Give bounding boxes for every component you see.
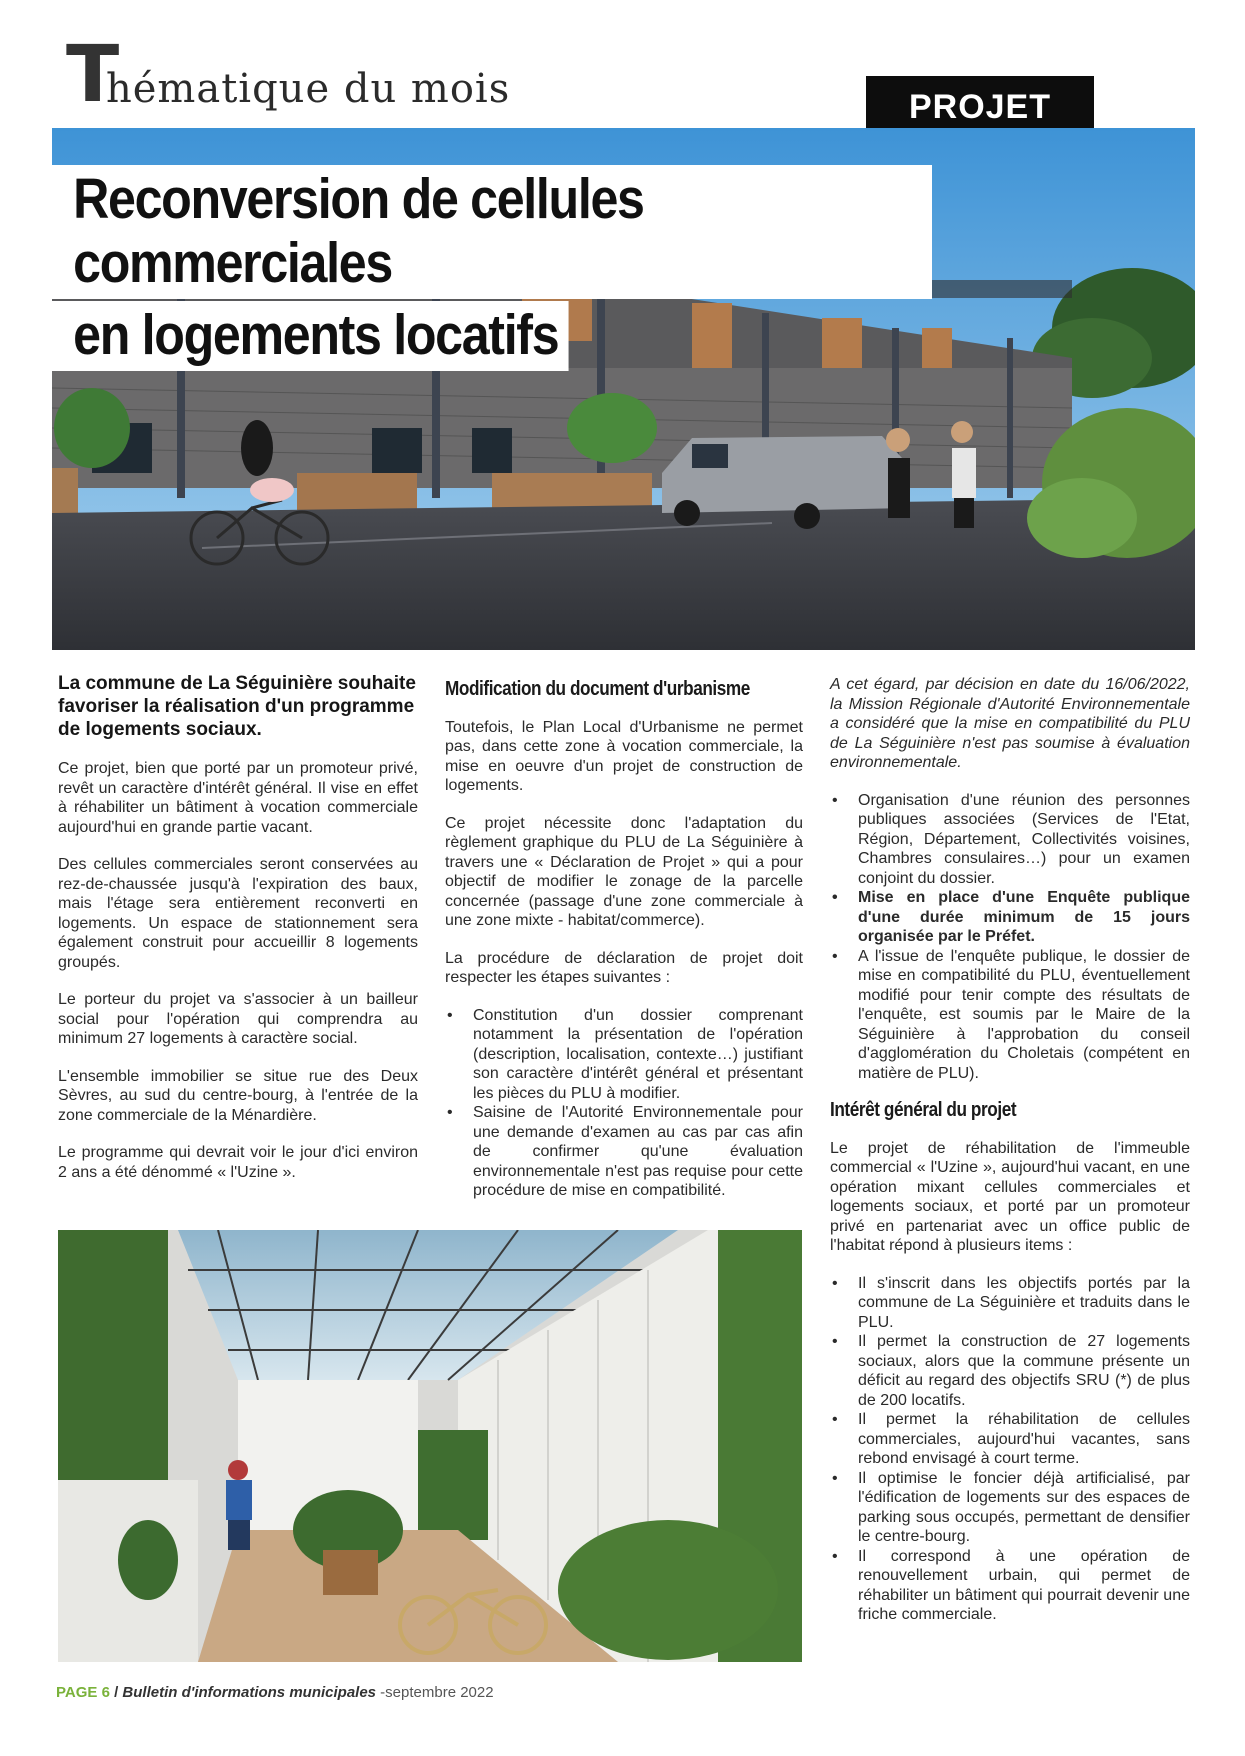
article-title-line-1: Reconversion de cellules commerciales	[52, 165, 932, 299]
paragraph: Le projet de réhabilitation de l'immeuble commercial « l'Uzine », aujourd'hui vacant, en une opération mixant cellules commerciales et logements sociaux, et porté par un promoteur privé en partenariat avec un office public de l'habitat répond à plusieurs items :	[830, 1139, 1190, 1254]
list-item: • Mise en place d'une Enquête publique d'une durée minimum de 15 jours organisée par le Préfet.	[830, 888, 1190, 947]
paragraph: Toutefois, le Plan Local d'Urbanisme ne permet pas, dans cette zone à vocation commerciale, la mise en oeuvre d'un projet de construction de logements.	[445, 718, 803, 794]
publication-date: -septembre 2022	[376, 1684, 494, 1701]
steps-list-continued	[830, 791, 1190, 1084]
list-item: • Constitution d'un dossier comprenant notamment la présentation de l'opération (description, localisation, contexte…) justifiant son caractère d'intérêt général et présentant les pièces du PLU à modifier.	[445, 1006, 803, 1104]
projet-badge: PROJET	[866, 76, 1094, 138]
paragraph: Des cellules commerciales seront conservées au rez-de-chaussée jusqu'à l'expiration des baux, mais l'étage sera entièrement reconverti en logements. Un espace de stationnement sera également construit pour accueillir 8 logements groupés.	[58, 856, 418, 971]
paragraph: L'ensemble immobilier se situe rue des Deux Sèvres, au sud du centre-bourg, à l'entrée de la zone commerciale de la Ménardière.	[58, 1067, 418, 1124]
column-3	[830, 675, 1190, 1643]
interior-image	[58, 1230, 802, 1662]
paragraph: La procédure de déclaration de projet doit respecter les étapes suivantes :	[445, 949, 803, 986]
page-footer	[56, 1684, 494, 1701]
paragraph: Ce projet, bien que porté par un promoteur privé, revêt un caractère d'intérêt général. Il vise en effet à réhabiliter un bâtiment à vocation commerciale aujourd'hui en grande partie vacant.	[58, 760, 418, 836]
column-1	[58, 672, 418, 1200]
page-number: PAGE 6	[56, 1684, 110, 1701]
list-item: • A l'issue de l'enquête publique, le dossier de mise en compatibilité du PLU, éventuellement modifié pour tenir compte des résultats de l'enquête, est soumis par le Maire de la Séguinière à l'approbation du conseil d'agglomération du Choletais (compétent en matière de PLU).	[830, 947, 1190, 1084]
lead-paragraph: La commune de La Séguinière souhaite favoriser la réalisation d'un programme de logements sociaux.	[58, 673, 416, 740]
article-title	[52, 165, 1052, 371]
article-title-line-2: en logements locatifs	[52, 301, 569, 371]
benefits-list	[830, 1274, 1190, 1625]
paragraph: Le porteur du projet va s'associer à un bailleur social pour l'opération qui comprendra au minimum 27 logements à caractère social.	[58, 991, 418, 1047]
list-item: • Il s'inscrit dans les objectifs portés par la commune de La Séguinière et traduits dans le PLU.	[830, 1274, 1190, 1333]
rubric-initial: T	[66, 30, 120, 120]
paragraph: Ce projet nécessite donc l'adaptation du règlement graphique du PLU de La Séguinière à travers une « Déclaration de Projet » qui a pour objectif de modifier le zonage de la parcelle concernée (passage d'une zone commerciale à une zone mixte - habitat/commerce).	[445, 814, 803, 929]
section-heading: Intérêt général du projet	[830, 1099, 1017, 1121]
rubric-title: hématique du mois	[106, 66, 511, 112]
column-2	[445, 680, 803, 1219]
steps-list	[445, 1006, 803, 1201]
list-item: • Il correspond à une opération de renouvellement urbain, qui permet de réhabiliter un bâtiment qui pourrait devenir une friche commerciale.	[830, 1547, 1190, 1625]
list-item: • Organisation d'une réunion des personnes publiques associées (Services de l'Etat, Région, Département, Collectivités voisines, Chambres consulaires…) pour un examen conjoint du dossier.	[830, 791, 1190, 889]
paragraph: Le programme qui devrait voir le jour d'ici environ 2 ans a été dénommé « l'Uzine ».	[58, 1144, 418, 1181]
publication-name: Bulletin d'informations municipales	[122, 1684, 377, 1701]
list-item: • Il permet la réhabilitation de cellules commerciales, aujourd'hui vacantes, sans rebond envisagé à court terme.	[830, 1410, 1190, 1469]
footer-separator: /	[109, 1684, 123, 1701]
section-heading: Modification du document d'urbanisme	[445, 678, 750, 700]
list-item: • Il permet la construction de 27 logements sociaux, alors que la commune présente un déficit au regard des objectifs SRU (*) de plus de 200 locatifs.	[830, 1332, 1190, 1410]
italic-note: A cet égard, par décision en date du 16/06/2022, la Mission Régionale d'Autorité Environnementale a considéré que la mise en compatibilité du PLU de La Séguinière n'est pas soumise à évaluation environnementale.	[830, 676, 1190, 771]
list-item: • Saisine de l'Autorité Environnementale pour une demande d'examen au cas par cas afin de confirmer qu'une évaluation environnementale n'est pas requise pour cette procédure de mise en compatibilité.	[445, 1103, 803, 1201]
list-item: • Il optimise le foncier déjà artificialisé, par l'édification de logements sur des espaces de parking sous occupés, permettant de densifier le centre-bourg.	[830, 1469, 1190, 1547]
